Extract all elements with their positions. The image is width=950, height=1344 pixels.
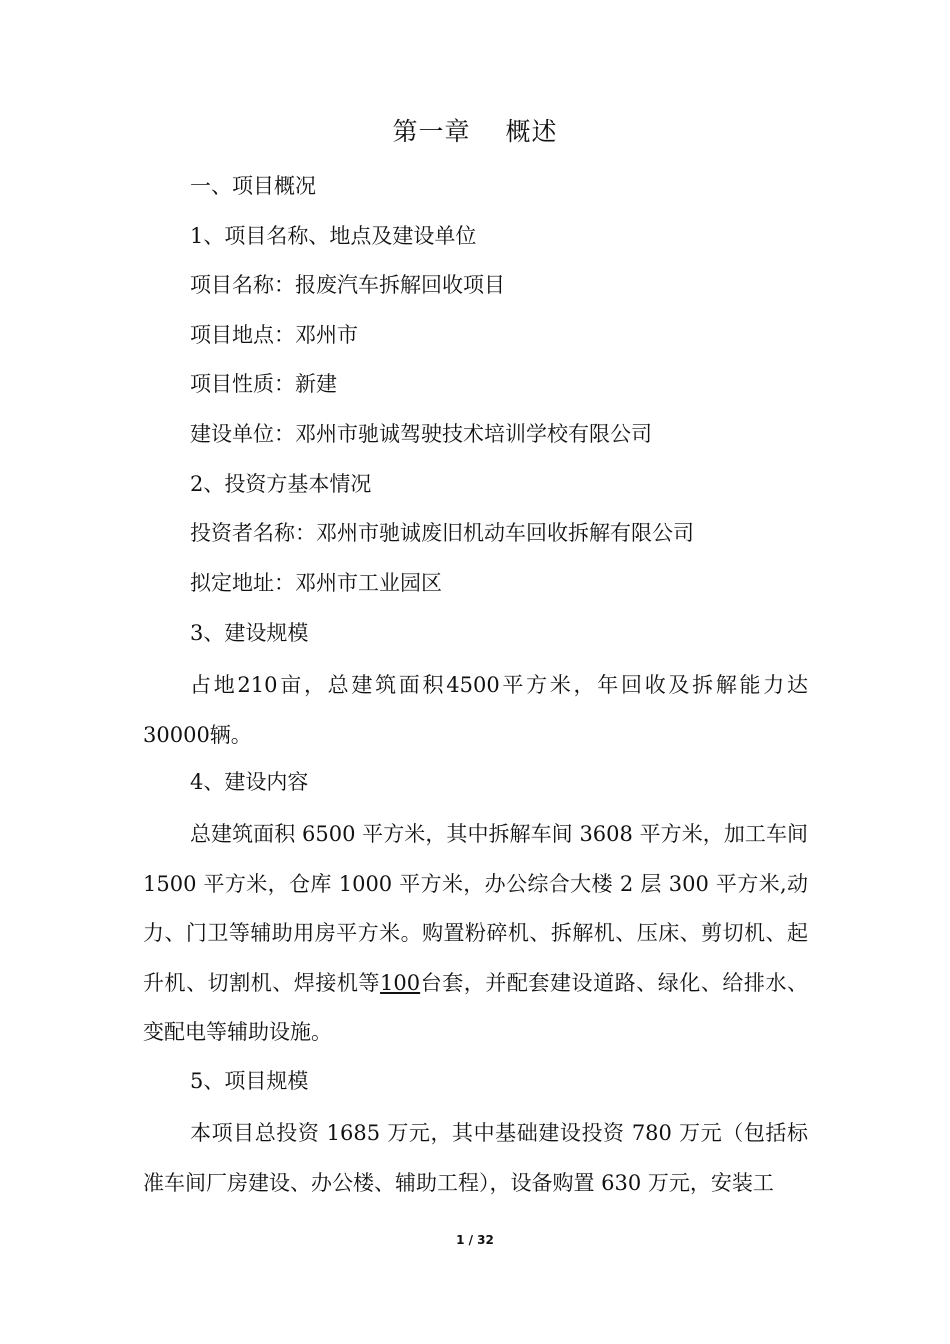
content-paragraph [143,810,808,1058]
project-name-line: 项目名称：报废汽车拆解回收项目 [190,273,505,297]
sub-heading-1: 1、项目名称、地点及建设单位 [190,224,477,248]
page-number: 1 / 32 [456,1233,494,1247]
sub-heading-2: 2、投资方基本情况 [190,472,372,496]
project-location-line: 项目地点：邓州市 [190,323,358,347]
sub-heading-4: 4、建设内容 [190,770,309,794]
content-text-part2: 台套，并配套建设道路、绿化、给排水、变配电等辅助设施。 [143,970,809,1045]
planned-address-line: 拟定地址：邓州市工业园区 [190,571,442,595]
content-text-part1: 总建筑面积 6500 平方米，其中拆解车间 3608 平方米，加工车间 1500 平方米，仓库 1000 平方米，办公综合大楼 2 层 300 平方米,动力、门卫等辅助用房平方米。购置粉碎机、拆解机、压床、剪切机、起升机、切割机、焊接机等 [143,822,808,995]
construction-unit-line: 建设单位：邓州市驰诚驾驶技术培训学校有限公司 [190,422,652,446]
section-heading: 一、项目概况 [190,174,316,198]
investment-paragraph: 本项目总投资 1685 万元，其中基础建设投资 780 万元（包括标准车间厂房建设、办公楼、辅助工程），设备购置 630 万元，安装工 [143,1121,808,1195]
chapter-title: 第一章 概述 [392,117,558,146]
investor-name-line: 投资者名称：邓州市驰诚废旧机动车回收拆解有限公司 [190,521,694,545]
sub-heading-5: 5、项目规模 [190,1069,309,1093]
sub-heading-3: 3、建设规模 [190,621,309,645]
equipment-count: 100 [380,970,421,995]
project-nature-line: 项目性质：新建 [190,372,337,396]
scale-paragraph: 占地210亩，总建筑面积4500平方米，年回收及拆解能力达30000辆。 [143,673,808,747]
